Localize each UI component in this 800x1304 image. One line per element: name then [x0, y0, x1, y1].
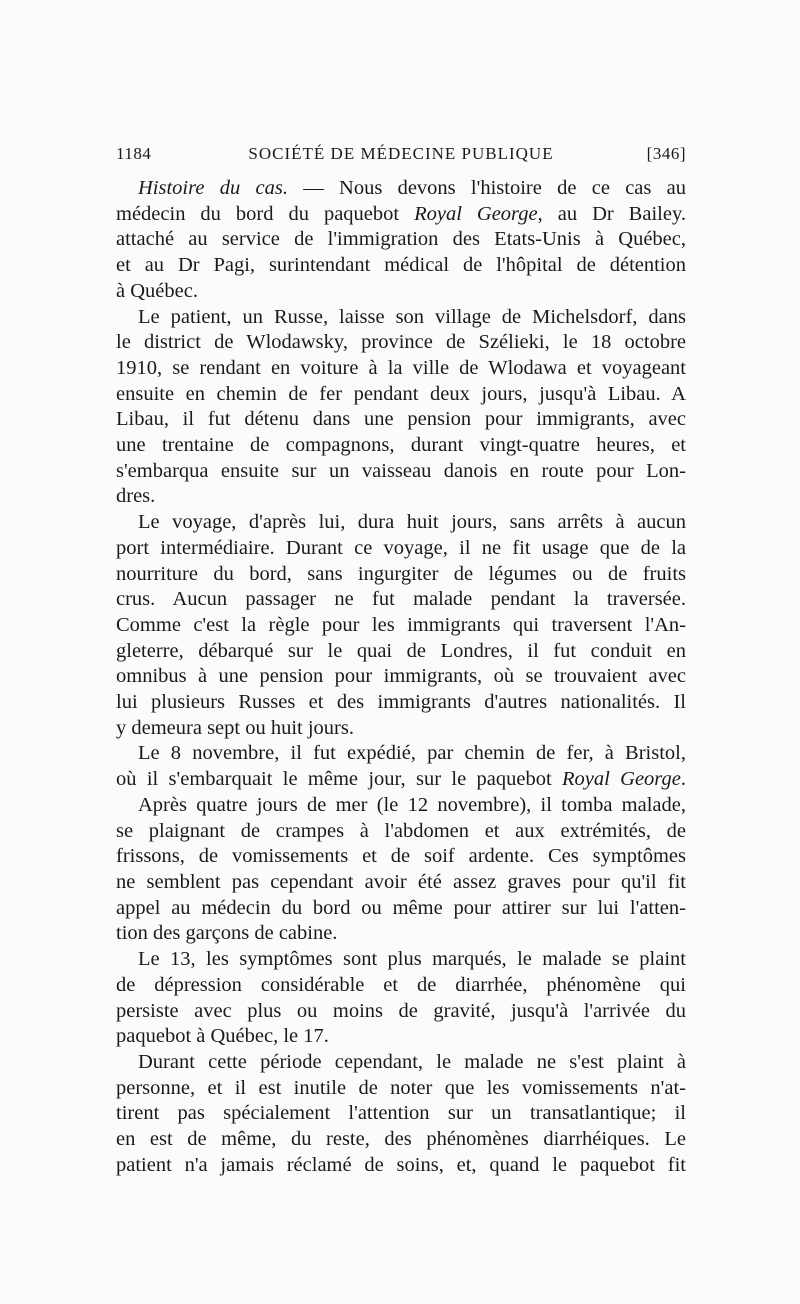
text-line: lui plusieurs Russes et des immigrants d'autres nationalités. Il: [116, 691, 686, 714]
text-line: Le patient, un Russe, laisse son village de Michelsdorf, dans: [138, 305, 686, 328]
text-line: Comme c'est la règle pour les immigrants qui traversent l'An-: [116, 613, 686, 636]
text-line: Libau, il fut détenu dans une pension pour immigrants, avec: [116, 408, 686, 431]
text-line: médecin du bord du paquebot Royal George, au Dr Bailey.: [116, 202, 686, 225]
text-line: Le voyage, d'après lui, dura huit jours, sans arrêts à aucun: [138, 511, 686, 534]
page-number: 1184: [116, 144, 152, 163]
text-line: le district de Wlodawsky, province de Szélieki, le 18 octobre: [116, 331, 686, 354]
text-line: patient n'a jamais réclamé de soins, et, quand le paquebot fit: [116, 1153, 686, 1176]
running-title: SOCIÉTÉ DE MÉDECINE PUBLIQUE: [248, 144, 554, 163]
text-line: nourriture du bord, sans ingurgiter de légumes ou de fruits: [116, 562, 686, 585]
text-line: Le 8 novembre, il fut expédié, par chemin de fer, à Bristol,: [138, 742, 686, 765]
text-line: crus. Aucun passager ne fut malade pendant la traversée.: [116, 588, 686, 611]
text-line: omnibus à une pension pour immigrants, où se trouvaient avec: [116, 665, 686, 688]
text-line: une trentaine de compagnons, durant vingt-quatre heures, et: [116, 434, 686, 457]
text-line: personne, et il est inutile de noter que les vomissements n'at-: [116, 1076, 686, 1099]
text-line: appel au médecin du bord ou même pour attirer sur lui l'atten-: [116, 896, 686, 919]
text-line: port intermédiaire. Durant ce voyage, il ne fit usage que de la: [116, 536, 686, 559]
text-line: et au Dr Pagi, surintendant médical de l'hôpital de détention: [116, 254, 686, 277]
text-line: Histoire du cas. — Nous devons l'histoire de ce cas au: [138, 177, 686, 199]
text-line: gleterre, débarqué sur le quai de Londres, il fut conduit en: [116, 639, 686, 662]
running-head: [116, 144, 686, 168]
text-line: en est de même, du reste, des phénomènes diarrhéiques. Le: [116, 1128, 686, 1151]
text-line: à Québec.: [116, 279, 198, 302]
text-line: ensuite en chemin de fer pendant deux jours, jusqu'à Libau. A: [116, 382, 686, 405]
text-line: dres.: [116, 485, 156, 508]
text-line: y demeura sept ou huit jours.: [116, 716, 354, 739]
text-line: s'embarqua ensuite sur un vaisseau danois en route pour Lon-: [116, 459, 686, 482]
text-line: se plaignant de crampes à l'abdomen et aux extrémités, de: [116, 819, 686, 842]
text-line: Durant cette période cependant, le malade ne s'est plaint à: [138, 1050, 686, 1073]
body-text: [116, 176, 686, 1178]
text-line: frissons, de vomissements et de soif ardente. Ces symptômes: [116, 845, 686, 868]
text-line: persiste avec plus ou moins de gravité, jusqu'à l'arrivée du: [116, 999, 686, 1022]
text-line: où il s'embarquait le même jour, sur le paquebot Royal George.: [116, 768, 686, 791]
bracket-page-reference: [346]: [646, 144, 686, 163]
text-line: 1910, se rendant en voiture à la ville de Wlodawa et voyageant: [116, 356, 686, 379]
text-line: tirent pas spécialement l'attention sur un transatlantique; il: [116, 1102, 686, 1125]
text-line: ne semblent pas cependant avoir été assez graves pour qu'il fit: [116, 870, 686, 893]
text-line: tion des garçons de cabine.: [116, 922, 338, 945]
text-line: Le 13, les symptômes sont plus marqués, le malade se plaint: [138, 948, 686, 971]
text-line: attaché au service de l'immigration des Etats-Unis à Québec,: [116, 228, 686, 251]
text-line: paquebot à Québec, le 17.: [116, 1025, 329, 1048]
text-line: Après quatre jours de mer (le 12 novembre), il tomba malade,: [138, 793, 686, 816]
text-line: de dépression considérable et de diarrhée, phénomène qui: [116, 973, 686, 996]
